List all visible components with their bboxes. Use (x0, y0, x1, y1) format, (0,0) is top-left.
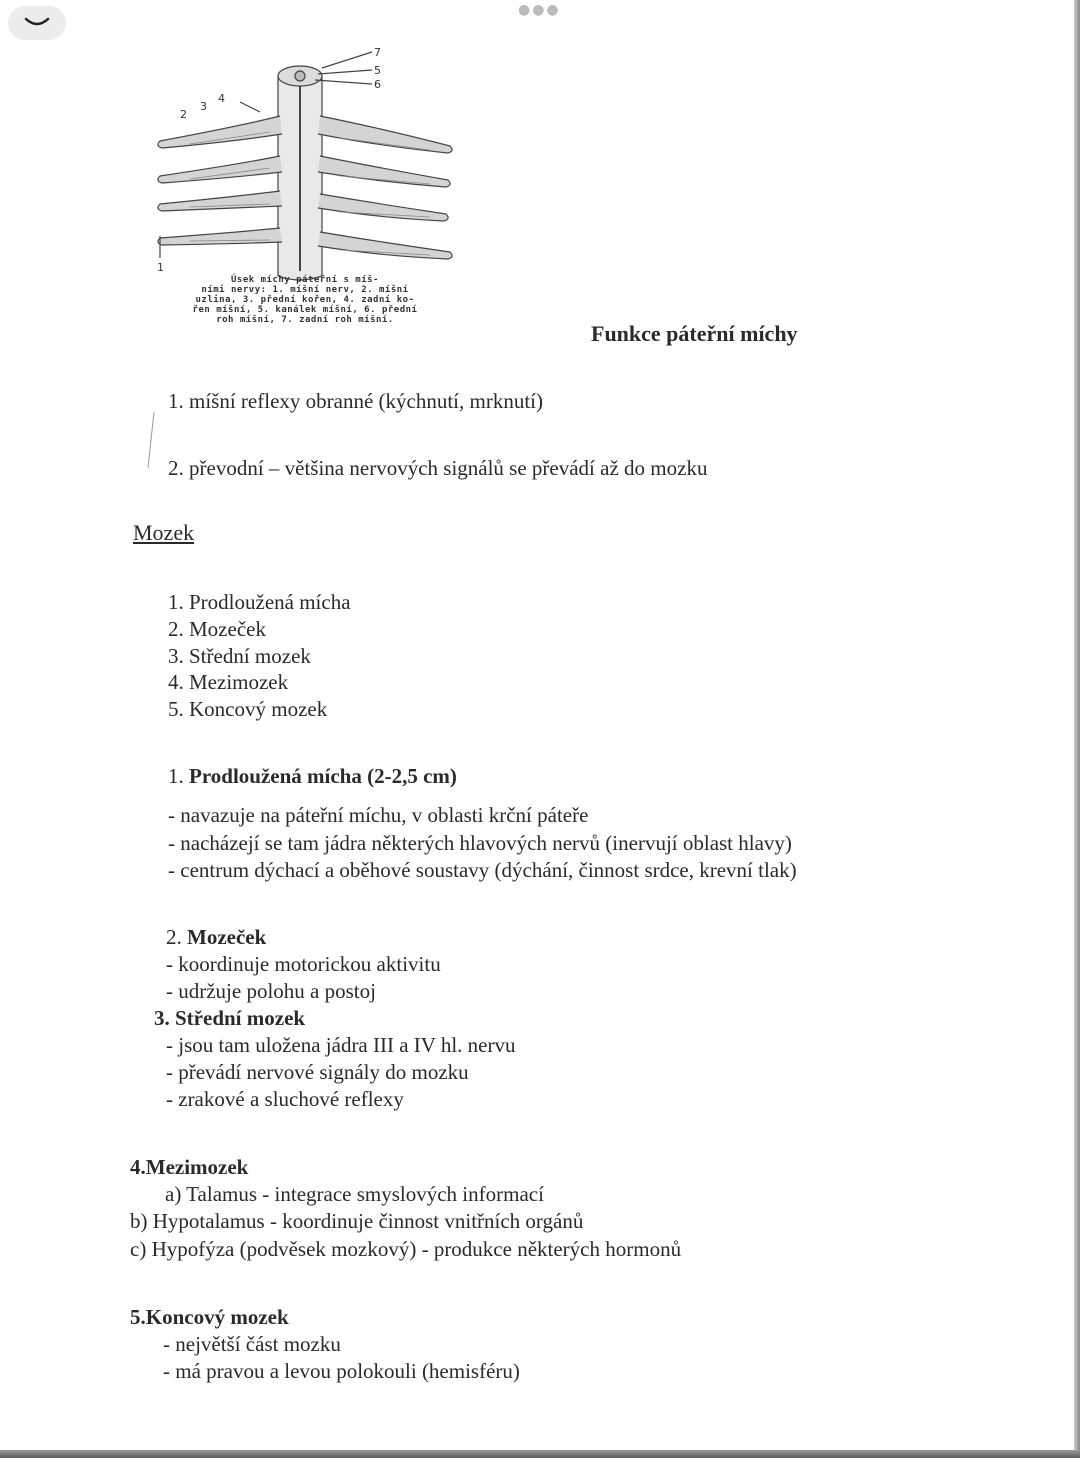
spinal-function-title: Funkce páteřní míchy (591, 321, 798, 346)
cerebellum-line-1: - koordinuje motorickou aktivitu (166, 952, 441, 976)
midbrain-heading: 3. Střední mozek (154, 1006, 306, 1030)
medulla-line-3: - centrum dýchací a oběhové soustavy (dýchání, činnost srdce, krevní tlak) (168, 858, 797, 882)
spinal-item-2: 2. převodní – většina nervových signálů se převádí až do mozku (168, 456, 708, 480)
figure-caption: Úsek míchy páteřní s míš- ními nervy: 1. míšní nerv, 2. míšní uzlina, 3. přední kořen, 4. zadní ko- řen míšní, 5. kanálek míšní, 6. přední roh míšní, 7. zadní roh míšní. (192, 275, 418, 325)
chevron-left-icon (23, 15, 51, 31)
telencephalon-line-1: - největší část mozku (163, 1332, 341, 1356)
page-edge-right (1074, 0, 1080, 1458)
diencephalon-heading: 4.Mezimozek (130, 1155, 249, 1179)
telencephalon-heading: 5.Koncový mozek (130, 1305, 289, 1329)
medulla-line-1: - navazuje na páteřní míchu, v oblasti krční páteře (168, 803, 589, 827)
more-dots-icon[interactable]: ●●● (518, 2, 561, 18)
figure-label-4: 4 (218, 92, 225, 105)
page-edge-bottom (0, 1450, 1080, 1458)
diencephalon-line-2: b) Hypotalamus - koordinuje činnost vnitřních orgánů (130, 1209, 584, 1233)
back-button[interactable] (8, 6, 66, 40)
medulla-line-2: - nacházejí se tam jádra některých hlavových nervů (inervují oblast hlavy) (168, 831, 792, 855)
cerebellum-heading: 2. Mozeček (166, 925, 267, 949)
telencephalon-line-2: - má pravou a levou polokouli (hemisféru) (163, 1359, 520, 1383)
figure-label-2: 2 (180, 108, 187, 121)
diencephalon-line-3: c) Hypofýza (podvěsek mozkový) - produkce některých hormonů (130, 1237, 682, 1261)
brain-heading: Mozek (133, 520, 195, 545)
figure-label-5: 5 (374, 64, 381, 77)
brain-part-5: 5. Koncový mozek (168, 697, 328, 721)
handwritten-mark (145, 410, 157, 470)
figure-label-1: 1 (157, 261, 164, 274)
diencephalon-line-1: a) Talamus - integrace smyslových informací (165, 1182, 544, 1206)
figure-label-7: 7 (374, 46, 381, 59)
midbrain-line-2: - převádí nervové signály do mozku (166, 1060, 469, 1084)
spinal-item-1: 1. míšní reflexy obranné (kýchnutí, mrknutí) (168, 389, 543, 413)
brain-part-2: 2. Mozeček (168, 617, 266, 641)
brain-part-3: 3. Střední mozek (168, 644, 311, 668)
brain-part-1: 1. Prodloužená mícha (168, 590, 351, 614)
brain-part-4: 4. Mezimozek (168, 670, 289, 694)
midbrain-line-1: - jsou tam uložena jádra III a IV hl. nervu (166, 1033, 516, 1057)
figure-label-3: 3 (200, 100, 207, 113)
midbrain-line-3: - zrakové a sluchové reflexy (166, 1087, 404, 1111)
figure-label-6: 6 (374, 78, 381, 91)
medulla-heading: 1. Prodloužená mícha (2-2,5 cm) (168, 764, 457, 788)
cerebellum-line-2: - udržuje polohu a postoj (166, 979, 376, 1003)
